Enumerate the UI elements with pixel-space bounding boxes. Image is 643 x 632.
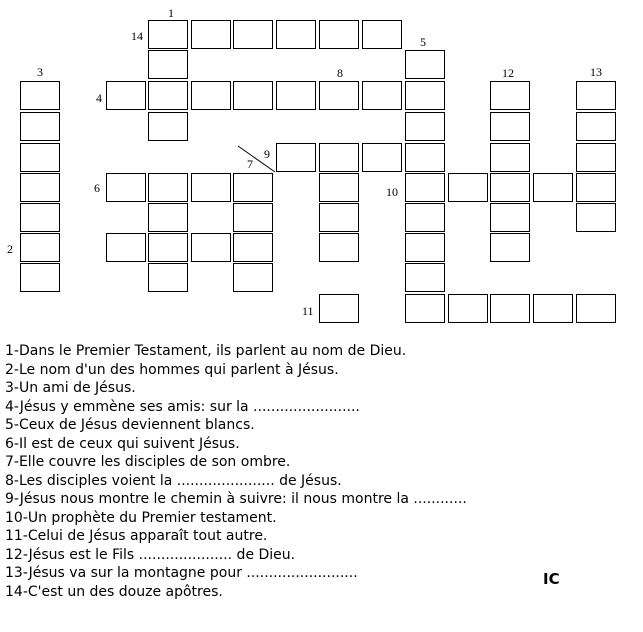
grid-number-8: 8 xyxy=(337,66,343,80)
grid-number-6: 6 xyxy=(94,181,100,195)
grid-number-1: 1 xyxy=(168,6,174,20)
clue-10: 10-Un prophète du Premier testament. xyxy=(5,509,277,526)
clue-1: 1-Dans le Premier Testament, ils parlent au nom de Dieu. xyxy=(5,343,407,359)
clue-9: 9-Jésus nous montre le chemin à suivre: il nous montre la ............ xyxy=(5,491,467,507)
grid-number-7: 7 xyxy=(247,157,253,171)
grid-number-11: 11 xyxy=(302,304,314,318)
grid-number-12: 12 xyxy=(502,66,514,80)
clue-13: 13-Jésus va sur la montagne pour ......................... xyxy=(5,565,358,581)
grid-number-2: 2 xyxy=(7,242,13,256)
grid-number-13: 13 xyxy=(590,65,602,79)
clue-12: 12-Jésus est le Fils ..................... de Dieu. xyxy=(5,546,296,563)
grid-number-3: 3 xyxy=(37,65,43,79)
clue-3: 3-Un ami de Jésus. xyxy=(5,380,136,396)
grid-number-14: 14 xyxy=(131,29,143,43)
grid-number-10: 10 xyxy=(386,185,398,199)
clue-4: 4-Jésus y emmène ses amis: sur la ........................ xyxy=(5,398,360,415)
clue-5: 5-Ceux de Jésus deviennent blancs. xyxy=(5,417,255,433)
clue-2: 2-Le nom d'un des hommes qui parlent à Jésus. xyxy=(5,361,339,378)
grid-number-5: 5 xyxy=(420,35,426,49)
clue-7: 7-Elle couvre les disciples de son ombre. xyxy=(5,454,291,470)
grid-number-9: 9 xyxy=(264,147,270,161)
clue-list xyxy=(5,342,467,601)
clue-8: 8-Les disciples voient la ...................... de Jésus. xyxy=(5,472,342,489)
clue-14: 14-C'est un des douze apôtres. xyxy=(5,583,223,600)
grid-number-4: 4 xyxy=(96,91,102,105)
clue-6: 6-Il est de ceux qui suivent Jésus. xyxy=(5,435,240,452)
author-signature: IC xyxy=(543,570,560,588)
clue-11: 11-Celui de Jésus apparaît tout autre. xyxy=(5,528,268,544)
